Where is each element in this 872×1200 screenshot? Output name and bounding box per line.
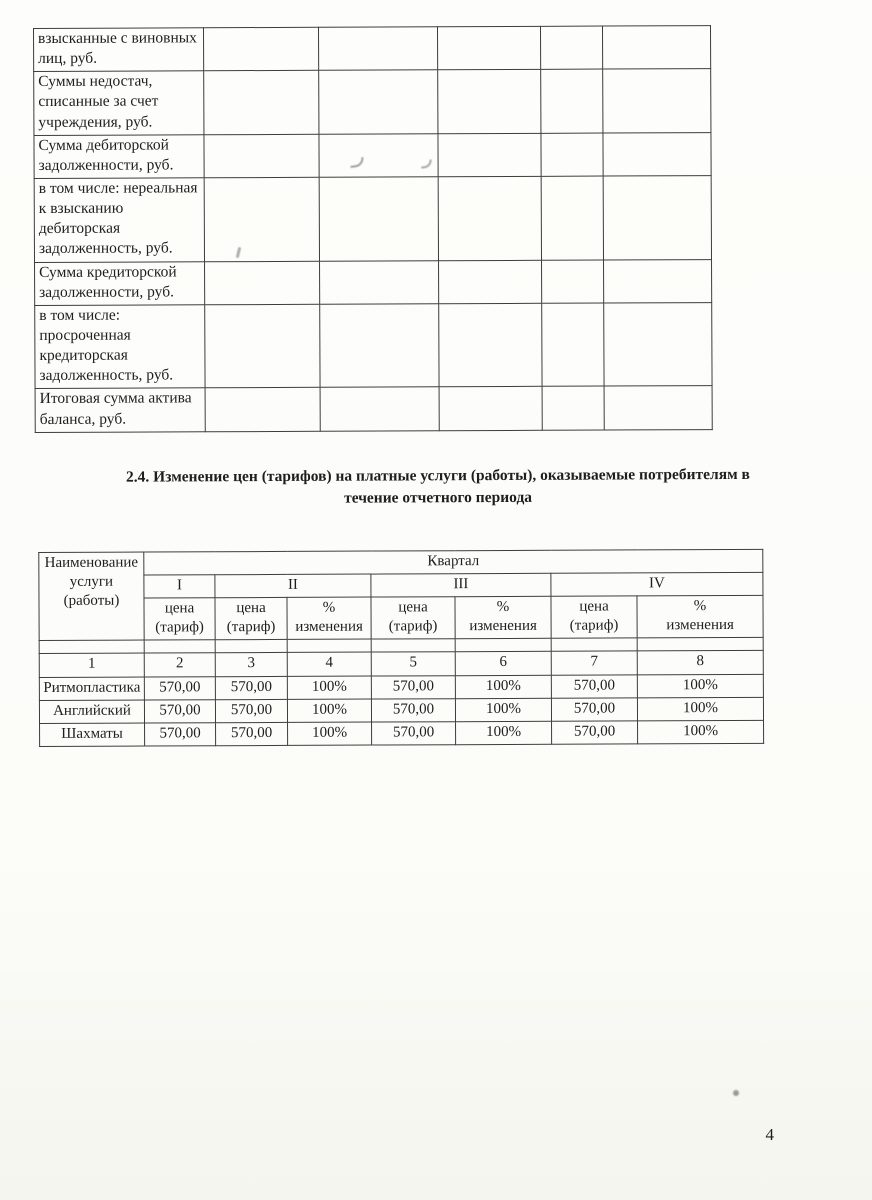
value-cell: 570,00 xyxy=(144,676,215,699)
empty-cell xyxy=(604,259,712,303)
value-cell: 100% xyxy=(287,676,371,700)
empty-cell xyxy=(205,261,320,305)
value-cell: 570,00 xyxy=(372,722,456,746)
empty-cell xyxy=(603,176,711,260)
numbering-row xyxy=(39,651,763,677)
empty-cell xyxy=(437,26,540,70)
value-cell: 570,00 xyxy=(215,676,287,700)
col-number: 4 xyxy=(287,652,371,676)
empty-cell xyxy=(205,304,320,388)
tariff-header-row xyxy=(39,549,763,575)
empty-cell xyxy=(438,176,541,260)
empty-cell xyxy=(541,133,603,177)
row-label: взысканные с виновных лиц, руб. xyxy=(33,28,203,72)
empty-cell xyxy=(318,27,437,71)
table-row xyxy=(35,259,712,305)
service-name: Ритмопластика xyxy=(39,677,144,701)
empty-cell xyxy=(542,303,604,387)
subheader-cell: % изменения xyxy=(287,597,371,640)
scan-artifact xyxy=(733,1090,739,1096)
empty-cell xyxy=(540,26,602,70)
service-row xyxy=(40,720,764,746)
empty-cell xyxy=(215,640,287,653)
value-cell: 570,00 xyxy=(144,699,215,722)
value-cell: 570,00 xyxy=(371,698,455,722)
subheader-cell: цена (тариф) xyxy=(551,596,637,639)
col-number: 1 xyxy=(39,653,144,677)
quarter-IV: IV xyxy=(551,572,763,596)
table-row xyxy=(35,302,712,389)
empty-cell xyxy=(551,638,637,651)
section-heading xyxy=(58,463,818,511)
value-cell: 570,00 xyxy=(551,698,637,722)
row-label: Сумма кредиторской задолженности, руб. xyxy=(35,261,205,305)
empty-cell xyxy=(541,176,603,260)
quarter-III: III xyxy=(371,573,551,597)
value-cell: 100% xyxy=(637,697,763,721)
section-heading-line1: 2.4. Изменение цен (тарифов) на платные услуги (работы), оказываемые потребителям в xyxy=(125,465,750,486)
empty-cell xyxy=(439,260,542,304)
empty-cell xyxy=(144,640,215,653)
service-row xyxy=(39,674,763,700)
service-name: Английский xyxy=(39,700,144,724)
col-number: 6 xyxy=(455,652,551,676)
empty-cell xyxy=(320,260,439,304)
row-label: в том числе: просроченная кредиторская задолженность, руб. xyxy=(35,305,205,389)
subheader-cell: % изменения xyxy=(637,595,763,638)
value-cell: 100% xyxy=(456,721,552,745)
empty-cell xyxy=(438,70,541,134)
empty-cell xyxy=(542,260,604,304)
empty-cell xyxy=(637,638,763,652)
kvartal-header: Квартал xyxy=(144,549,763,575)
empty-cell xyxy=(602,26,710,70)
col-number: 3 xyxy=(215,653,287,677)
value-cell: 570,00 xyxy=(551,674,637,698)
quarter-I: I xyxy=(144,575,215,598)
value-cell: 570,00 xyxy=(552,721,638,745)
value-cell: 100% xyxy=(638,720,764,744)
empty-cell xyxy=(438,133,541,177)
empty-cell xyxy=(541,69,603,133)
section-heading-line2: течение отчетного периода xyxy=(344,488,533,507)
empty-cell xyxy=(439,387,542,431)
table-row xyxy=(34,132,711,178)
tariff-table xyxy=(38,548,764,747)
empty-cell xyxy=(204,177,319,261)
col-number: 7 xyxy=(551,651,637,675)
row-label: в том числе: нереальная к взысканию дебиторская задолженность, руб. xyxy=(34,178,204,262)
col-number: 8 xyxy=(637,651,763,675)
empty-cell xyxy=(604,386,712,430)
empty-cell xyxy=(205,388,320,432)
empty-cell xyxy=(203,27,318,71)
empty-cell xyxy=(603,69,711,133)
empty-cell xyxy=(319,70,438,134)
table-row xyxy=(33,26,710,72)
value-cell: 570,00 xyxy=(216,722,288,746)
table-row xyxy=(34,176,711,263)
service-name: Шахматы xyxy=(40,723,145,747)
empty-cell xyxy=(319,177,438,261)
empty-cell xyxy=(320,304,439,388)
empty-cell xyxy=(319,133,438,177)
service-name-header: Наименование услуги (работы) xyxy=(39,552,144,641)
subheader-cell: цена (тариф) xyxy=(371,597,455,640)
balance-continuation-table xyxy=(33,25,713,433)
empty-cell xyxy=(455,639,551,652)
row-label: Сумма дебиторской задолженности, руб. xyxy=(34,134,204,178)
value-cell: 100% xyxy=(637,674,763,698)
table-row xyxy=(35,386,712,432)
page-number: 4 xyxy=(765,1125,774,1144)
subheader-cell: % изменения xyxy=(455,596,551,639)
empty-cell xyxy=(371,639,455,652)
empty-cell xyxy=(320,387,439,431)
value-cell: 100% xyxy=(455,675,551,699)
quarter-II: II xyxy=(215,574,371,598)
row-label: Итоговая сумма актива баланса, руб. xyxy=(35,388,205,432)
value-cell: 100% xyxy=(288,722,372,746)
subheader-cell: цена (тариф) xyxy=(215,597,287,640)
empty-cell xyxy=(604,302,712,386)
empty-cell xyxy=(204,71,319,135)
row-label: Суммы недостач, списанные за счет учреждения, руб. xyxy=(34,71,204,135)
empty-cell xyxy=(204,134,319,178)
value-cell: 100% xyxy=(287,699,371,723)
value-cell: 570,00 xyxy=(371,675,455,699)
empty-cell xyxy=(439,303,542,387)
col-number: 5 xyxy=(371,652,455,676)
value-cell: 570,00 xyxy=(145,723,216,746)
col-number: 2 xyxy=(144,653,215,676)
empty-cell xyxy=(603,132,711,176)
empty-cell xyxy=(39,640,144,653)
service-row xyxy=(39,697,763,723)
empty-cell xyxy=(287,639,371,652)
empty-cell xyxy=(542,386,604,430)
value-cell: 100% xyxy=(455,698,551,722)
table-row xyxy=(34,69,711,135)
value-cell: 570,00 xyxy=(215,699,287,723)
subheader-row xyxy=(39,595,763,641)
subheader-cell: цена (тариф) xyxy=(144,598,215,641)
quarter-row xyxy=(39,572,763,598)
